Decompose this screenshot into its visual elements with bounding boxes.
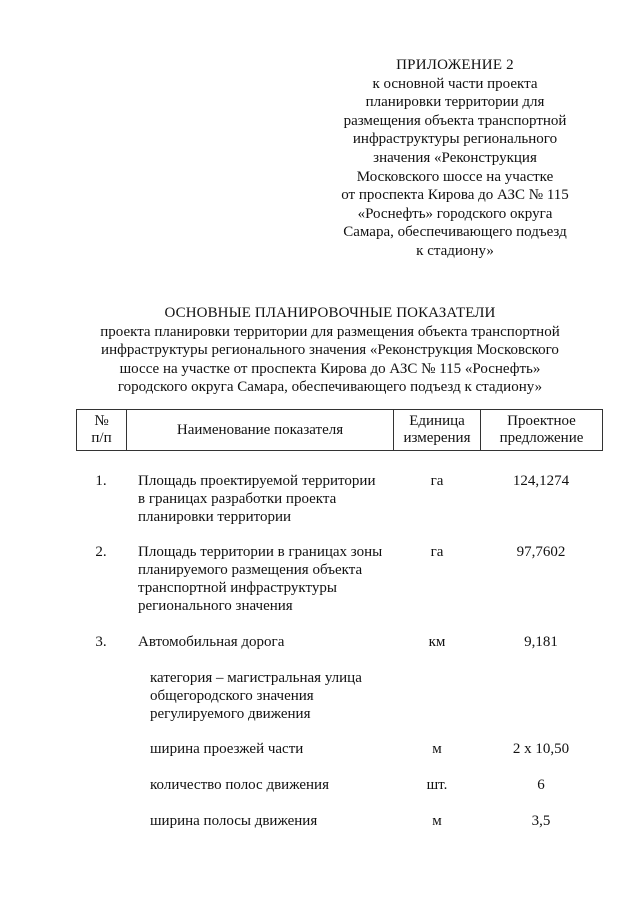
- appendix-title: ПРИЛОЖЕНИЕ 2: [396, 57, 514, 73]
- row-unit: м: [432, 813, 442, 829]
- appendix-line: размещения объекта транспортной: [343, 112, 567, 129]
- row-value: 6: [537, 777, 545, 793]
- row-unit: км: [428, 634, 446, 650]
- column-header-value-line1: Проектное: [507, 413, 576, 429]
- appendix-line: «Роснефть» городского округа: [357, 205, 553, 222]
- column-header-value: [481, 410, 603, 451]
- document-subtitle-line: городского округа Самара, обеспечивающего подъезд к стадиону»: [117, 379, 543, 395]
- indicators-table-header: [76, 409, 603, 451]
- appendix-line: планировки территории для: [365, 94, 545, 111]
- row-unit: м: [432, 741, 442, 757]
- row-value: 9,181: [524, 634, 558, 650]
- column-header-number-line2: п/п: [91, 430, 112, 446]
- appendix-line: значения «Реконструкция: [373, 149, 537, 166]
- row-name-line: Площадь территории в границах зоны: [138, 544, 383, 560]
- row-value: 3,5: [531, 813, 551, 829]
- row-name-line: общегородского значения: [150, 688, 314, 704]
- row-name-line: ширина проезжей части: [150, 741, 304, 757]
- row-name-line: ширина полосы движения: [150, 813, 318, 829]
- column-header-unit-line1: Единица: [409, 413, 465, 429]
- row-unit: га: [430, 544, 444, 560]
- document-heading: [60, 304, 600, 397]
- row-name-line: в границах разработки проекта: [138, 491, 337, 507]
- column-header-value-line2: предложение: [499, 430, 584, 446]
- row-number: 3.: [95, 634, 107, 650]
- row-name: [138, 633, 398, 651]
- row-name: [138, 472, 398, 526]
- row-value: 2 х 10,50: [512, 741, 570, 757]
- table-header-row: [77, 410, 603, 451]
- row-name: [138, 543, 398, 615]
- row-name-line: Площадь проектируемой территории: [138, 473, 376, 489]
- row-name-line: регулируемого движения: [150, 706, 311, 722]
- column-header-unit: [394, 410, 481, 451]
- document-title: ОСНОВНЫЕ ПЛАНИРОВОЧНЫЕ ПОКАЗАТЕЛИ: [164, 305, 496, 321]
- document-subtitle-line: шоссе на участке от проспекта Кирова до АЗС № 115 «Роснефть»: [119, 360, 541, 377]
- row-name-line: категория – магистральная улица: [150, 670, 362, 686]
- appendix-line: к основной части проекта: [372, 75, 538, 92]
- appendix-line: от проспекта Кирова до АЗС № 115: [341, 187, 569, 204]
- row-value: 97,7602: [516, 544, 566, 560]
- appendix-line: Московского шоссе на участке: [356, 168, 554, 185]
- appendix-block: [330, 56, 580, 261]
- column-header-number: [77, 410, 127, 451]
- row-name-line: регионального значения: [138, 598, 293, 614]
- row-name: [150, 740, 410, 758]
- appendix-line: инфраструктуры регионального: [352, 131, 558, 148]
- row-number: 2.: [95, 544, 107, 560]
- document-subtitle-line: инфраструктуры регионального значения «Реконструкция Московского: [101, 342, 559, 358]
- column-header-unit-line2: измерения: [403, 430, 471, 446]
- appendix-line: Самара, обеспечивающего подъезд: [343, 224, 567, 241]
- row-name-line: планировки территории: [138, 509, 292, 525]
- row-unit: га: [430, 473, 444, 489]
- appendix-line: к стадиону»: [416, 242, 494, 259]
- row-name: [150, 669, 410, 723]
- row-unit: шт.: [426, 777, 448, 793]
- row-number: 1.: [95, 473, 107, 489]
- row-name: [150, 776, 410, 794]
- column-header-name: Наименование показателя: [127, 410, 394, 451]
- row-name-line: Автомобильная дорога: [138, 634, 285, 650]
- row-value: 124,1274: [512, 473, 570, 489]
- row-name-line: планируемого размещения объекта: [138, 562, 363, 578]
- document-subtitle-line: проекта планировки территории для размещения объекта транспортной: [100, 323, 560, 340]
- row-name-line: транспортной инфраструктуры: [138, 580, 337, 596]
- row-name: [150, 812, 410, 830]
- row-name-line: количество полос движения: [150, 777, 329, 793]
- column-header-number-line1: №: [94, 413, 109, 429]
